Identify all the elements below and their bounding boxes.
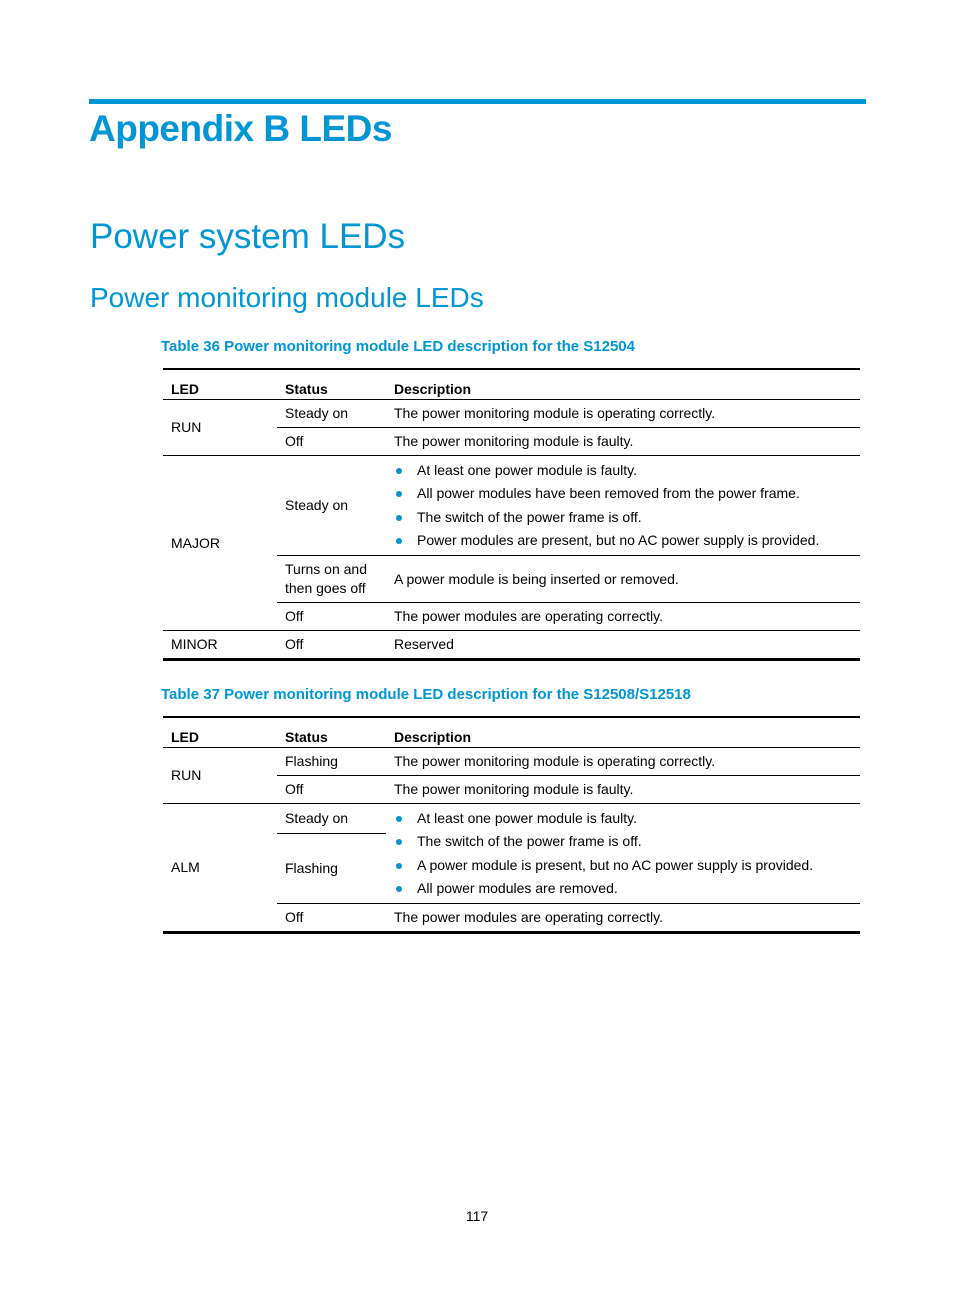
header-description: Description (386, 717, 860, 748)
table-row (163, 400, 860, 428)
table-header-row (163, 369, 860, 400)
header-led: LED (163, 369, 277, 400)
led-status: Off (277, 904, 386, 933)
table2 (163, 716, 860, 934)
bullet-item: A power module is present, but no AC power supply is provided. (394, 854, 852, 877)
led-name: ALM (163, 804, 277, 933)
table-row (163, 804, 860, 834)
led-name: RUN (163, 400, 277, 456)
section-title: Power system LEDs (90, 217, 406, 256)
bullet-item: The switch of the power frame is off. (394, 506, 852, 529)
bullet-item: At least one power module is faulty. (394, 459, 852, 482)
led-status: Flashing (277, 833, 386, 904)
header-status: Status (277, 369, 386, 400)
led-status: Off (277, 631, 386, 660)
led-description: The power modules are operating correctly. (386, 904, 860, 933)
table-header-row (163, 717, 860, 748)
led-description: The power monitoring module is faulty. (386, 428, 860, 456)
bullet-list (394, 807, 852, 900)
header-led: LED (163, 717, 277, 748)
led-name: RUN (163, 748, 277, 804)
led-description (386, 804, 860, 904)
led-description (386, 456, 860, 556)
table2-caption: Table 37 Power monitoring module LED description for the S12508/S12518 (161, 686, 691, 703)
led-status: Steady on (277, 400, 386, 428)
bullet-item: Power modules are present, but no AC power supply is provided. (394, 529, 852, 552)
led-description: A power module is being inserted or removed. (386, 556, 860, 603)
bullet-list (394, 459, 852, 552)
led-description: The power monitoring module is faulty. (386, 776, 860, 804)
bullet-item: The switch of the power frame is off. (394, 830, 852, 853)
table1 (163, 368, 860, 661)
led-status: Off (277, 428, 386, 456)
bullet-item: All power modules have been removed from the power frame. (394, 482, 852, 505)
table-row (163, 631, 860, 660)
subsection-title: Power monitoring module LEDs (90, 282, 484, 313)
table-row (163, 748, 860, 776)
page-number: 117 (465, 1208, 489, 1224)
led-status: Flashing (277, 748, 386, 776)
top-rule (89, 99, 866, 104)
header-description: Description (386, 369, 860, 400)
table-row (163, 456, 860, 556)
led-description: The power modules are operating correctly. (386, 603, 860, 631)
bullet-item: All power modules are removed. (394, 877, 852, 900)
table1-caption: Table 36 Power monitoring module LED description for the S12504 (161, 338, 635, 355)
led-status: Turns on and then goes off (277, 556, 386, 603)
led-status: Steady on (277, 804, 386, 834)
led-name: MINOR (163, 631, 277, 660)
bullet-item: At least one power module is faulty. (394, 807, 852, 830)
led-status: Off (277, 776, 386, 804)
header-status: Status (277, 717, 386, 748)
led-description: Reserved (386, 631, 860, 660)
led-description: The power monitoring module is operating correctly. (386, 748, 860, 776)
led-description: The power monitoring module is operating correctly. (386, 400, 860, 428)
led-name: MAJOR (163, 456, 277, 631)
led-status: Off (277, 603, 386, 631)
led-status: Steady on (277, 456, 386, 556)
appendix-title: Appendix B LEDs (89, 108, 392, 149)
